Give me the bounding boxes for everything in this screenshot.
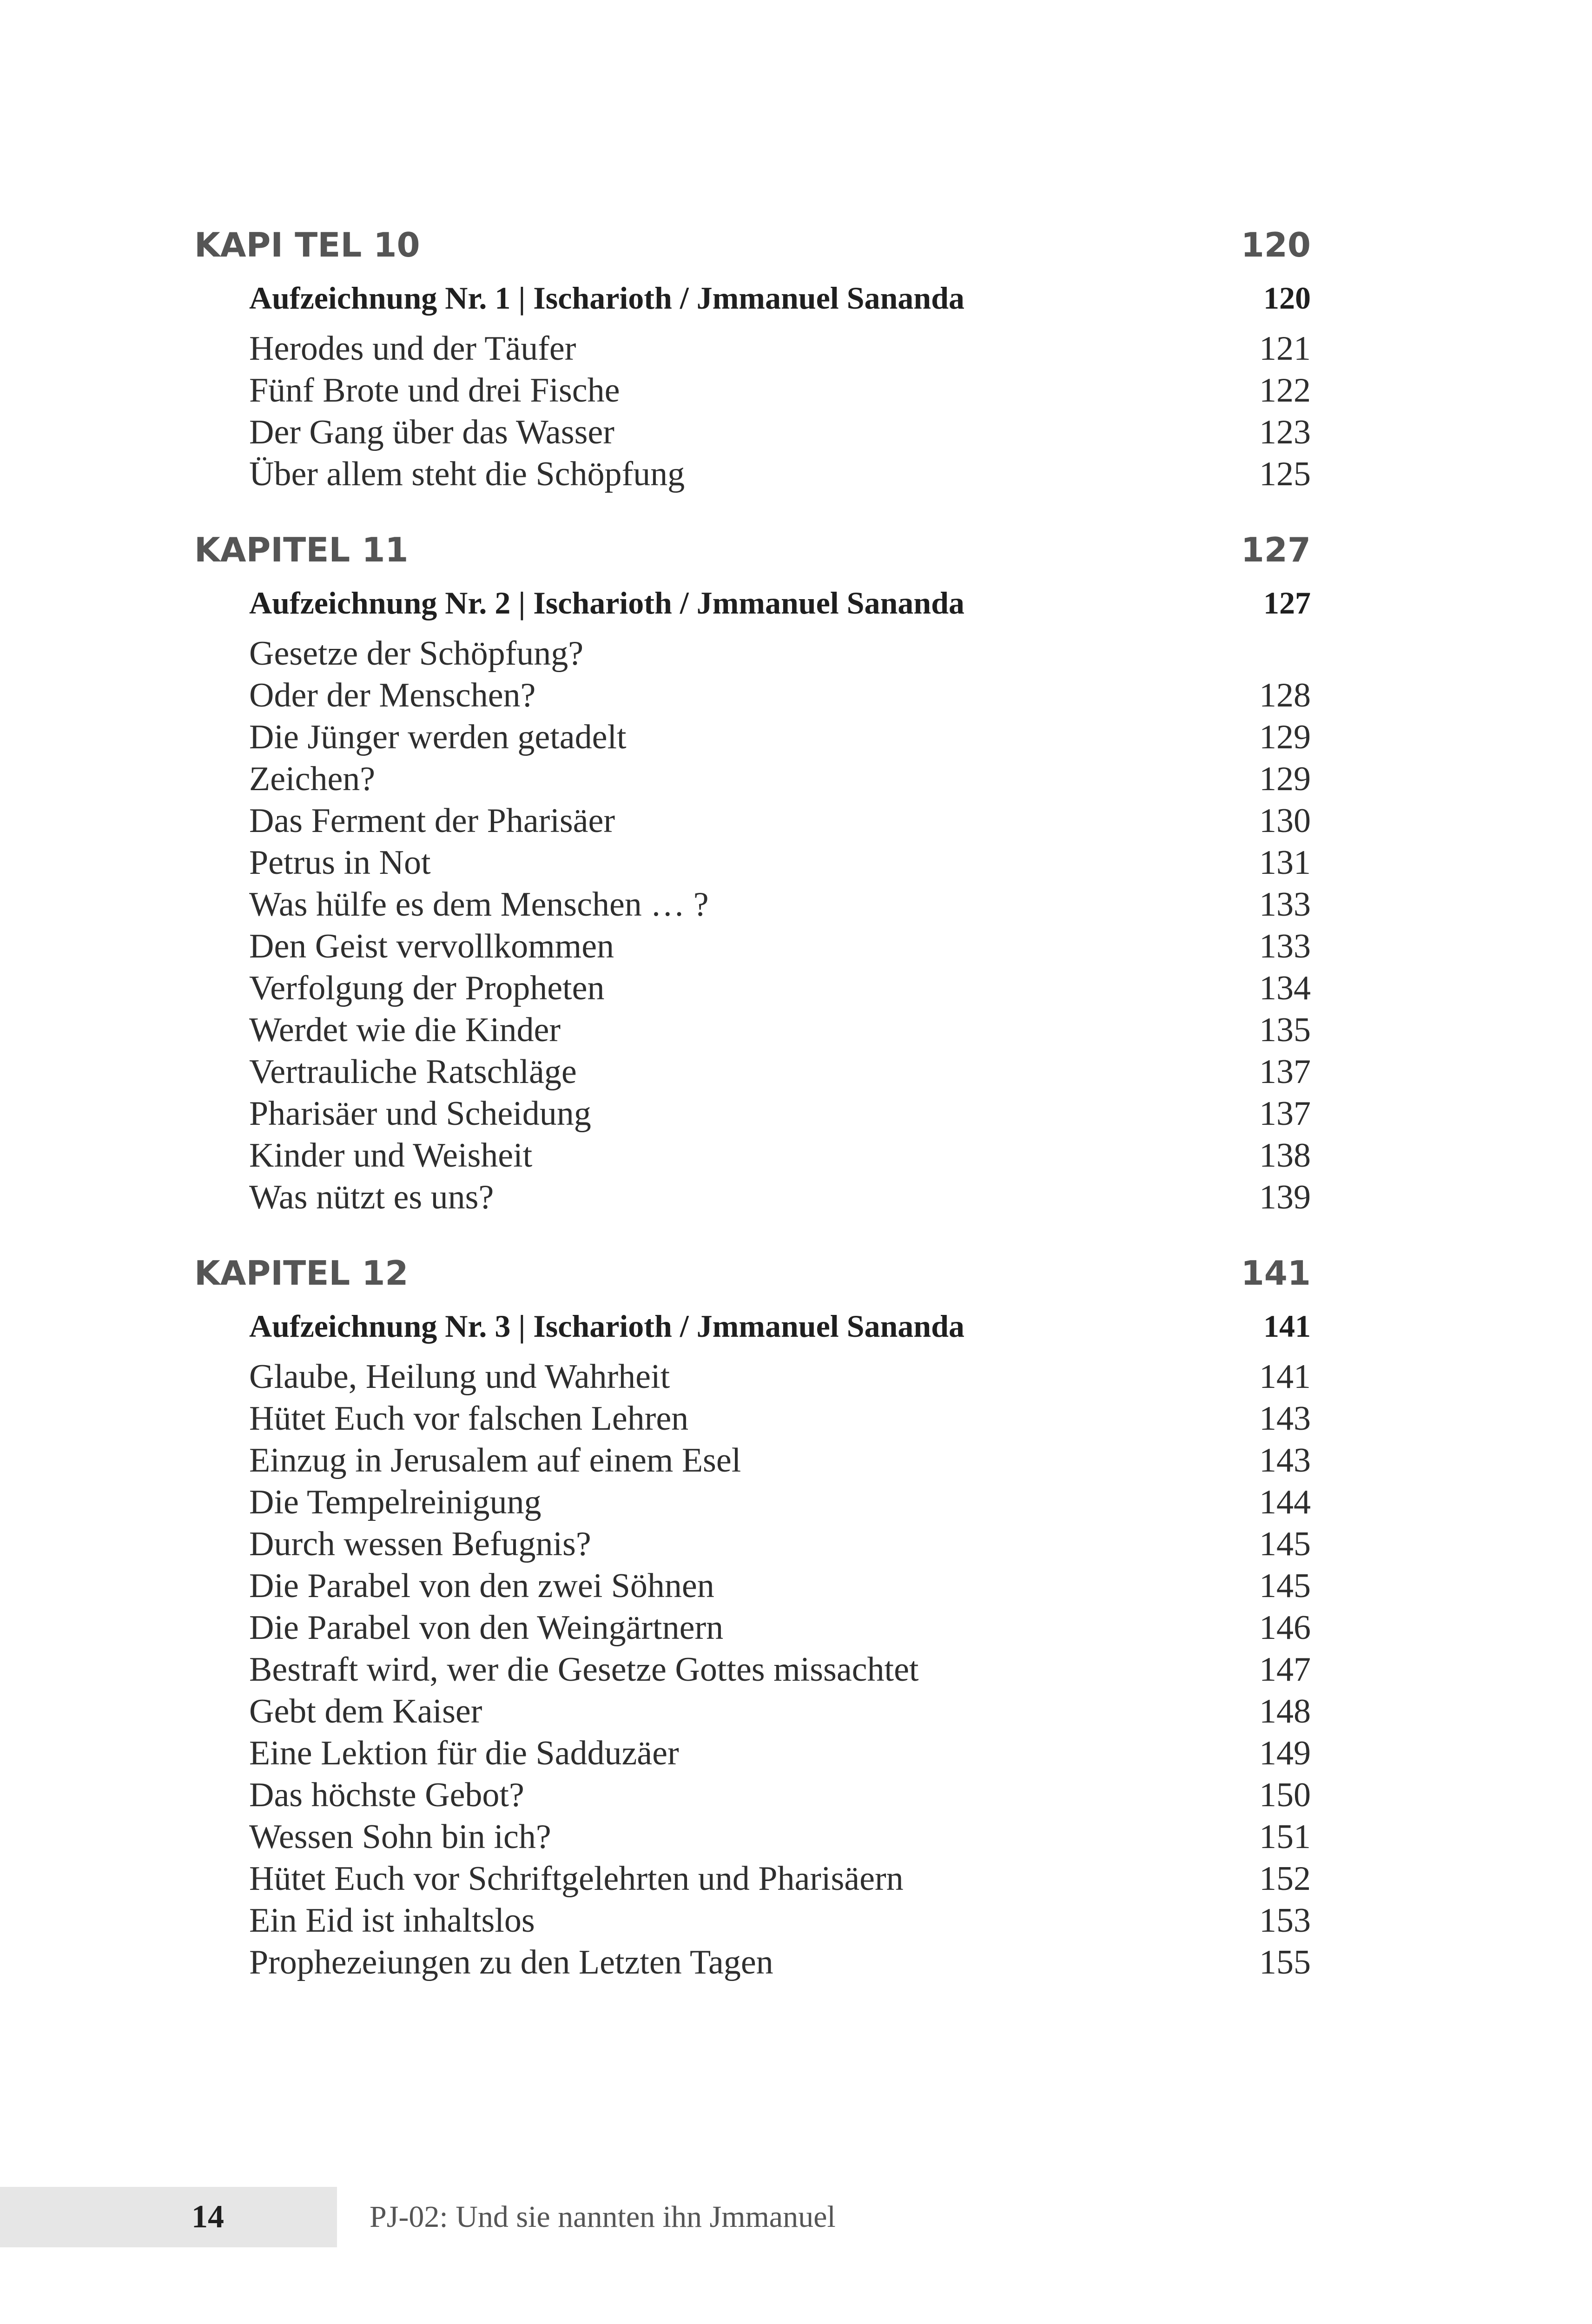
toc-entry[interactable] (249, 1565, 1311, 1607)
entry-page-number: 125 (1259, 455, 1311, 493)
chapter-section (194, 1254, 1311, 1983)
entry-page-number: 135 (1259, 1011, 1311, 1049)
entry-title: Was nützt es uns? (249, 1178, 494, 1216)
entry-page-number: 147 (1259, 1651, 1311, 1689)
entry-title: Herodes und der Täufer (249, 330, 576, 368)
toc-entry[interactable] (249, 842, 1311, 884)
chapter-page-number: 141 (1241, 1254, 1311, 1293)
entry-page-number: 150 (1259, 1776, 1311, 1814)
toc-entry[interactable] (249, 1051, 1311, 1093)
entry-title: Oder der Menschen? (249, 676, 536, 714)
chapter-section (194, 225, 1311, 495)
entry-title: Gesetze der Schöpfung? (249, 634, 584, 673)
chapter-page-number: 127 (1241, 530, 1311, 569)
toc-entry[interactable] (249, 884, 1311, 925)
entry-page-number: 151 (1259, 1818, 1311, 1856)
entry-page-number: 143 (1259, 1400, 1311, 1438)
toc-entry[interactable] (249, 1439, 1311, 1481)
entry-title: Das Ferment der Pharisäer (249, 802, 615, 840)
entry-title: Die Parabel von den Weingärtnern (249, 1609, 724, 1647)
toc-entry[interactable] (249, 1732, 1311, 1774)
entry-page-number: 129 (1259, 760, 1311, 798)
entry-list (194, 633, 1311, 1218)
entry-page-number: 122 (1259, 371, 1311, 409)
record-title: Aufzeichnung Nr. 1 | Ischarioth / Jmmanuel Sananda (249, 280, 964, 316)
entry-title: Werdet wie die Kinder (249, 1011, 561, 1049)
entry-title: Glaube, Heilung und Wahrheit (249, 1358, 670, 1396)
entry-title: Das höchste Gebot? (249, 1776, 524, 1814)
record-heading[interactable] (249, 278, 1311, 317)
entry-page-number: 129 (1259, 718, 1311, 756)
entry-page-number: 131 (1259, 844, 1311, 882)
record-heading[interactable] (249, 583, 1311, 622)
entry-page-number: 138 (1259, 1136, 1311, 1175)
toc-entry[interactable] (249, 1941, 1311, 1983)
entry-page-number: 133 (1259, 927, 1311, 965)
record-title: Aufzeichnung Nr. 2 | Ischarioth / Jmmanuel Sananda (249, 585, 964, 621)
entry-page-number: 137 (1259, 1053, 1311, 1091)
toc-entry[interactable] (249, 453, 1311, 495)
page-footer (0, 2187, 1592, 2247)
entry-title: Kinder und Weisheit (249, 1136, 533, 1175)
chapter-title: KAPITEL 12 (194, 1254, 409, 1293)
record-page-number: 141 (1263, 1308, 1311, 1344)
entry-list (194, 1356, 1311, 1983)
entry-page-number: 144 (1259, 1483, 1311, 1521)
toc-entry[interactable] (249, 1176, 1311, 1218)
entry-title: Hütet Euch vor falschen Lehren (249, 1400, 689, 1438)
entry-title: Über allem steht die Schöpfung (249, 455, 685, 493)
entry-title: Bestraft wird, wer die Gesetze Gottes missachtet (249, 1651, 919, 1689)
toc-entry[interactable] (249, 1774, 1311, 1816)
toc-entry[interactable] (249, 800, 1311, 842)
page-number-box (0, 2187, 337, 2247)
entry-page-number: 134 (1259, 969, 1311, 1007)
entry-title: Zeichen? (249, 760, 376, 798)
entry-title: Ein Eid ist inhaltslos (249, 1901, 535, 1940)
toc-entry[interactable] (249, 1816, 1311, 1858)
toc-entry[interactable] (249, 1135, 1311, 1176)
entry-page-number: 141 (1259, 1358, 1311, 1396)
chapter-heading[interactable] (194, 1254, 1311, 1293)
toc-entry[interactable] (249, 328, 1311, 370)
entry-title: Die Tempelreinigung (249, 1483, 542, 1521)
chapter-title: KAPI TEL 10 (194, 225, 420, 264)
entry-title: Pharisäer und Scheidung (249, 1095, 591, 1133)
entry-title: Vertrauliche Ratschläge (249, 1053, 577, 1091)
chapter-heading[interactable] (194, 225, 1311, 264)
entry-page-number: 155 (1259, 1943, 1311, 1981)
record-title: Aufzeichnung Nr. 3 | Ischarioth / Jmmanuel Sananda (249, 1308, 964, 1344)
entry-title: Durch wessen Befugnis? (249, 1525, 591, 1563)
entry-title: Die Jünger werden getadelt (249, 718, 627, 756)
entry-title: Die Parabel von den zwei Söhnen (249, 1567, 714, 1605)
entry-title: Hütet Euch vor Schriftgelehrten und Pharisäern (249, 1860, 904, 1898)
entry-page-number: 130 (1259, 802, 1311, 840)
chapter-heading[interactable] (194, 530, 1311, 569)
table-of-contents (194, 225, 1311, 2019)
entry-page-number: 139 (1259, 1178, 1311, 1216)
toc-entry[interactable] (249, 758, 1311, 800)
entry-page-number: 145 (1259, 1567, 1311, 1605)
toc-entry[interactable] (249, 1523, 1311, 1565)
record-heading[interactable] (249, 1307, 1311, 1346)
entry-title: Was hülfe es dem Menschen … ? (249, 885, 709, 924)
entry-title: Verfolgung der Propheten (249, 969, 605, 1007)
entry-list (194, 328, 1311, 495)
entry-page-number: 145 (1259, 1525, 1311, 1563)
toc-entry[interactable] (249, 1900, 1311, 1941)
running-title: PJ-02: Und sie nannten ihn Jmmanuel (370, 2200, 836, 2234)
entry-page-number: 149 (1259, 1734, 1311, 1772)
chapter-title: KAPITEL 11 (194, 530, 409, 569)
toc-entry[interactable] (249, 1356, 1311, 1398)
page-number: 14 (192, 2199, 224, 2235)
entry-title: Gebt dem Kaiser (249, 1692, 482, 1730)
toc-entry[interactable] (249, 1690, 1311, 1732)
entry-title: Petrus in Not (249, 844, 431, 882)
entry-title: Wessen Sohn bin ich? (249, 1818, 551, 1856)
toc-entry[interactable] (249, 1607, 1311, 1649)
toc-entry[interactable] (249, 1009, 1311, 1051)
toc-entry[interactable] (249, 1481, 1311, 1523)
entry-page-number: 153 (1259, 1901, 1311, 1940)
toc-entry[interactable] (249, 716, 1311, 758)
chapter-section (194, 530, 1311, 1218)
toc-entry[interactable] (249, 674, 1311, 716)
chapter-page-number: 120 (1241, 225, 1311, 264)
toc-entry[interactable] (249, 411, 1311, 453)
entry-page-number: 146 (1259, 1609, 1311, 1647)
entry-title: Den Geist vervollkommen (249, 927, 614, 965)
entry-title: Eine Lektion für die Sadduzäer (249, 1734, 679, 1772)
entry-page-number: 148 (1259, 1692, 1311, 1730)
toc-entry[interactable] (249, 633, 1311, 674)
toc-entry[interactable] (249, 370, 1311, 411)
entry-page-number: 121 (1259, 330, 1311, 368)
toc-entry[interactable] (249, 1093, 1311, 1135)
entry-title: Einzug in Jerusalem auf einem Esel (249, 1441, 741, 1479)
toc-entry[interactable] (249, 1398, 1311, 1439)
entry-page-number: 128 (1259, 676, 1311, 714)
toc-entry[interactable] (249, 925, 1311, 967)
entry-title: Fünf Brote und drei Fische (249, 371, 620, 409)
entry-page-number: 137 (1259, 1095, 1311, 1133)
entry-title: Prophezeiungen zu den Letzten Tagen (249, 1943, 773, 1981)
record-page-number: 120 (1263, 280, 1311, 316)
entry-page-number: 123 (1259, 413, 1311, 451)
record-page-number: 127 (1263, 585, 1311, 621)
entry-title: Der Gang über das Wasser (249, 413, 614, 451)
toc-entry[interactable] (249, 1649, 1311, 1690)
toc-entry[interactable] (249, 1858, 1311, 1900)
toc-entry[interactable] (249, 967, 1311, 1009)
entry-page-number: 133 (1259, 885, 1311, 924)
entry-page-number: 152 (1259, 1860, 1311, 1898)
entry-page-number: 143 (1259, 1441, 1311, 1479)
